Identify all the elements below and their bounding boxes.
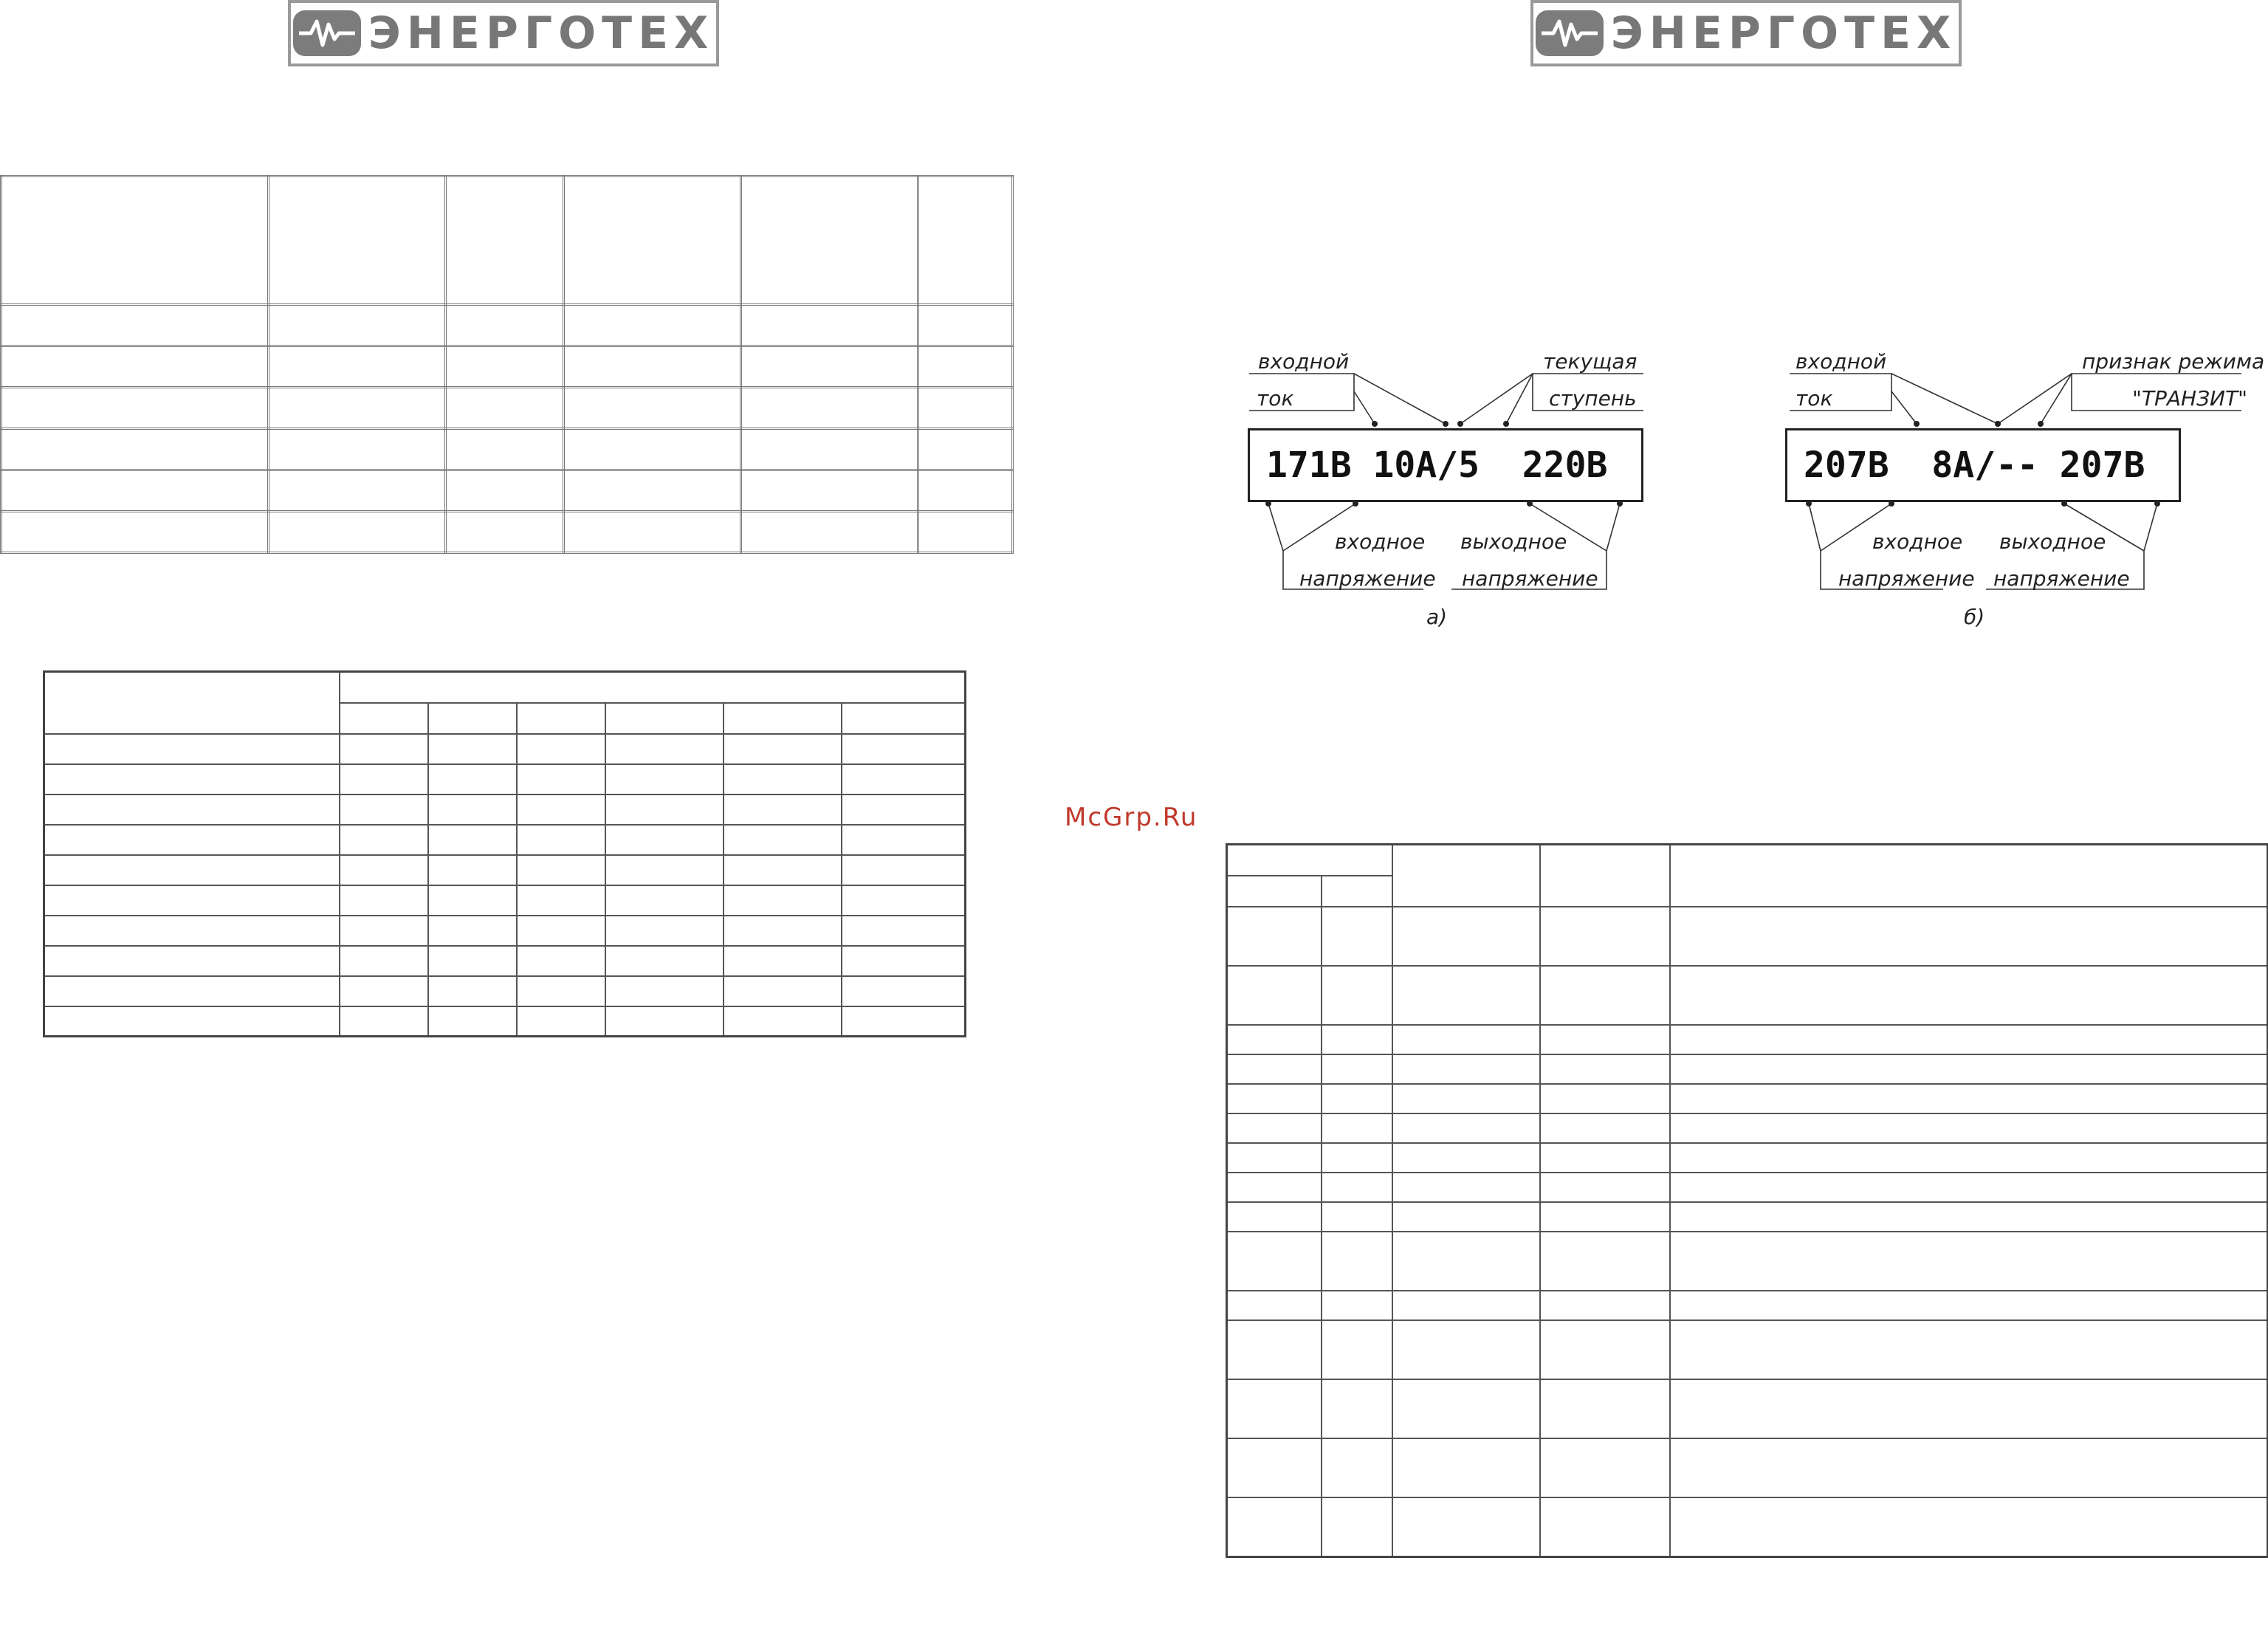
label-input-voltage: входное <box>1872 529 1963 554</box>
label-current-step-2: ступень <box>1549 386 1637 411</box>
caption-b: б) <box>1964 605 1985 629</box>
label-transit-flag-2: "ТРАНЗИТ" <box>2132 386 2247 411</box>
label-output-voltage-2: напряжение <box>1993 566 2130 591</box>
label-input-voltage: входное <box>1335 529 1426 554</box>
logo-text: ЭНЕРГОТЕХ <box>1610 7 1957 59</box>
caption-a: а) <box>1426 605 1448 629</box>
label-input-current-2: ток <box>1257 386 1294 411</box>
label-input-current: входной <box>1796 349 1887 374</box>
label-output-voltage: выходное <box>1460 529 1567 554</box>
label-input-voltage-2: напряжение <box>1299 566 1436 591</box>
label-transit-flag: признак режима <box>2082 349 2265 374</box>
watermark: McGrp.Ru <box>1065 803 1198 832</box>
label-input-current: входной <box>1258 349 1350 374</box>
label-current-step: текущая <box>1543 349 1638 374</box>
label-input-voltage-2: напряжение <box>1838 566 1975 591</box>
lcd-display-a: 171В 10А/5 220В <box>1248 428 1643 502</box>
lcd-display-b: 207В 8А/-- 207В <box>1785 428 2181 502</box>
label-output-voltage-2: напряжение <box>1462 566 1598 591</box>
logo-text: ЭНЕРГОТЕХ <box>368 7 715 59</box>
label-input-current-2: ток <box>1796 386 1833 411</box>
label-output-voltage: выходное <box>1999 529 2106 554</box>
